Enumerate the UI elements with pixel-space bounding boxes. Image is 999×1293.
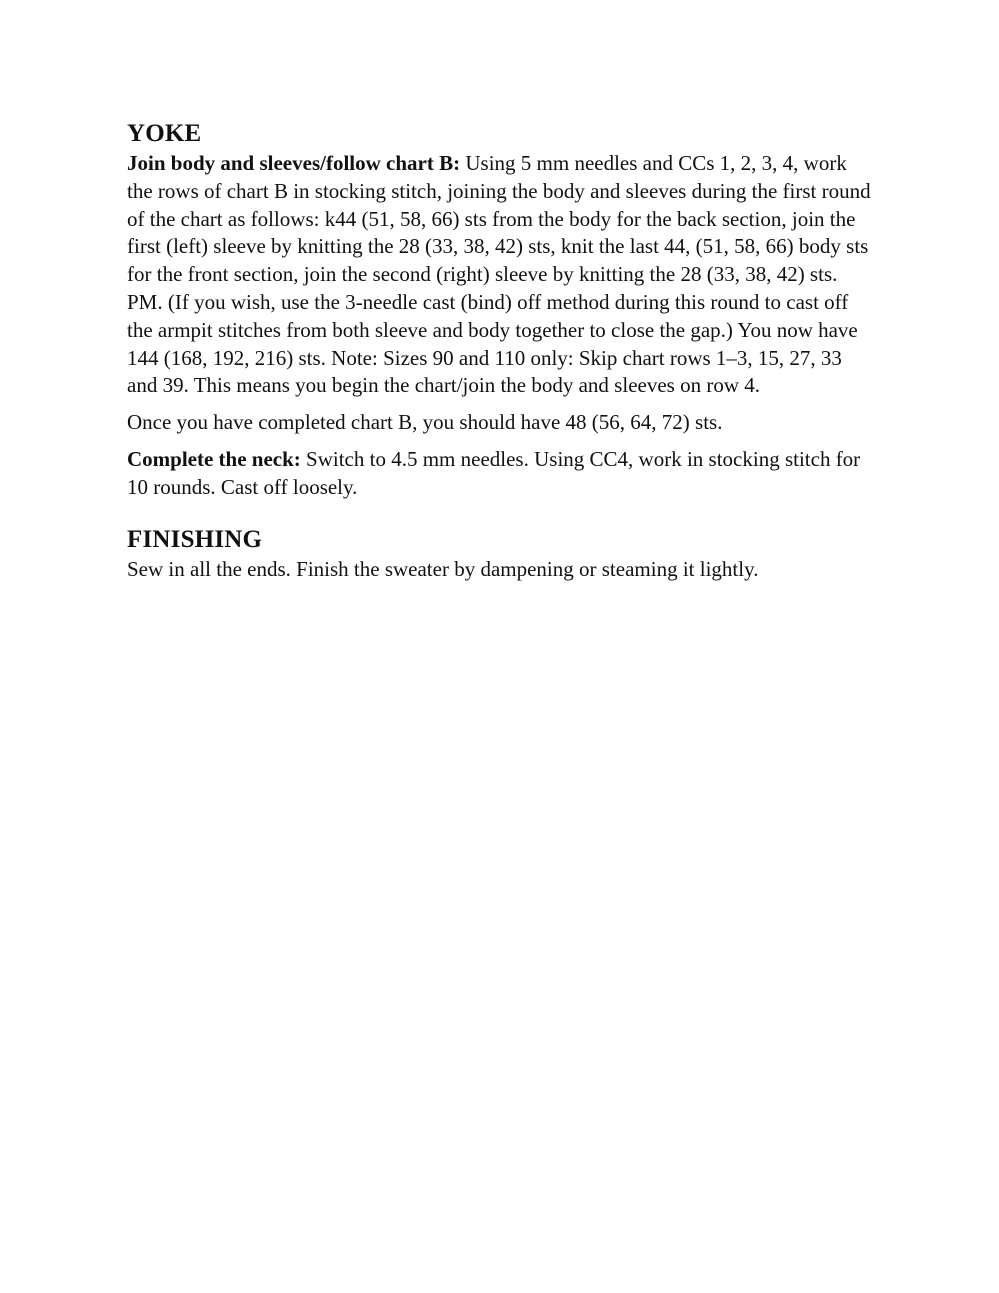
- yoke-heading: YOKE: [127, 120, 202, 147]
- join-body-label: Join body and sleeves/follow chart B:: [127, 151, 461, 175]
- complete-neck-label: Complete the neck:: [127, 446, 301, 471]
- join-body-paragraph: [127, 150, 875, 400]
- complete-neck-paragraph: [127, 446, 875, 502]
- finishing-section: [127, 524, 875, 584]
- document-page: [127, 118, 875, 583]
- complete-neck-text: Switch to 4.5 mm needles. Using CC4, work in stocking stitch for 10 rounds. Cast off loosely.: [127, 446, 861, 499]
- completed-chart-paragraph: Once you have completed chart B, you should have 48 (56, 64, 72) sts.: [127, 410, 723, 435]
- finishing-paragraph: Sew in all the ends. Finish the sweater by dampening or steaming it lightly.: [127, 556, 759, 581]
- finishing-heading: FINISHING: [127, 525, 263, 553]
- yoke-section: [127, 118, 875, 502]
- join-body-text: Using 5 mm needles and CCs 1, 2, 3, 4, work the rows of chart B in stocking stitch, joining the body and sleeves during the first round of the chart as follows: k44 (51, 58, 66) sts from the body for the back section, join the first (left) sleeve by knitting the 28 (33, 38, 42) sts, knit the last 44, (51, 58, 66) body sts for the front section, join the second (right) sleeve by knitting the 28 (33, 38, 42) sts. PM. (If you wish, use the 3-needle cast (bind) off method during this round to cast off the armpit stitches from both sleeve and body together to close the gap.) You now have 144 (168, 192, 216) sts. Note: Sizes 90 and 110 only: Skip chart rows 1–3, 15, 27, 33 and 39. This means you begin the chart/join the body and sleeves on row 4.: [127, 151, 871, 398]
